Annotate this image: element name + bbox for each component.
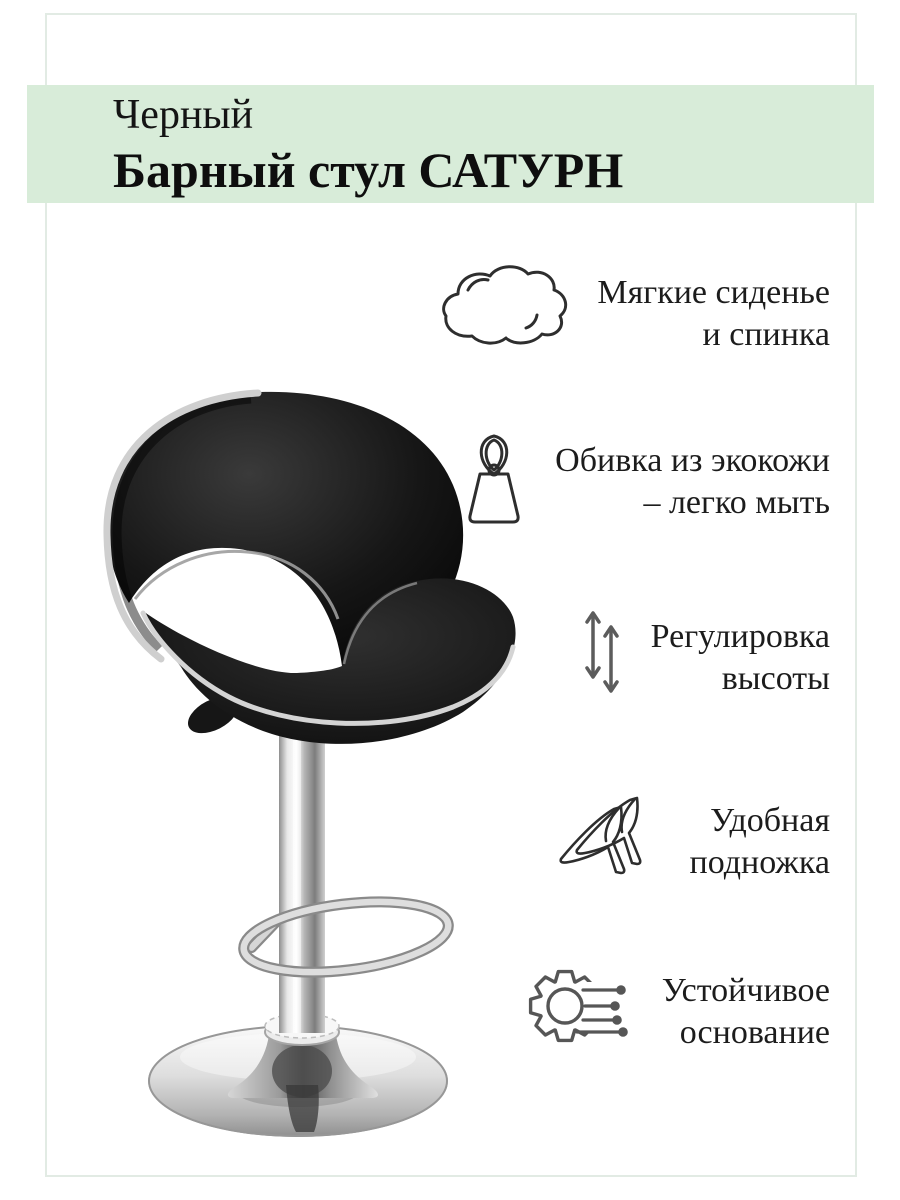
feature-eco-leather <box>400 440 830 524</box>
title-banner <box>27 85 874 203</box>
feature-height-adjust <box>400 616 830 700</box>
feature-line: Устойчивое <box>661 972 830 1009</box>
feature-line: Регулировка <box>650 618 830 655</box>
feature-line: Обивка из экокожи <box>555 442 830 479</box>
feature-line: высоты <box>721 660 830 697</box>
feature-footrest <box>400 800 830 884</box>
feature-line: подножка <box>689 844 830 881</box>
feature-soft-seat <box>400 272 830 356</box>
feature-line: и спинка <box>702 316 830 353</box>
stool-footrest-ring <box>240 892 453 983</box>
feature-line: – легко мыть <box>643 484 830 521</box>
feature-line: основание <box>679 1014 830 1051</box>
feature-stable-base <box>400 970 830 1054</box>
feature-line: Удобная <box>710 802 830 839</box>
product-title: Барный стул САТУРН <box>113 142 624 198</box>
product-color-label: Черный <box>113 92 254 138</box>
feature-line: Мягкие сиденье <box>597 274 830 311</box>
